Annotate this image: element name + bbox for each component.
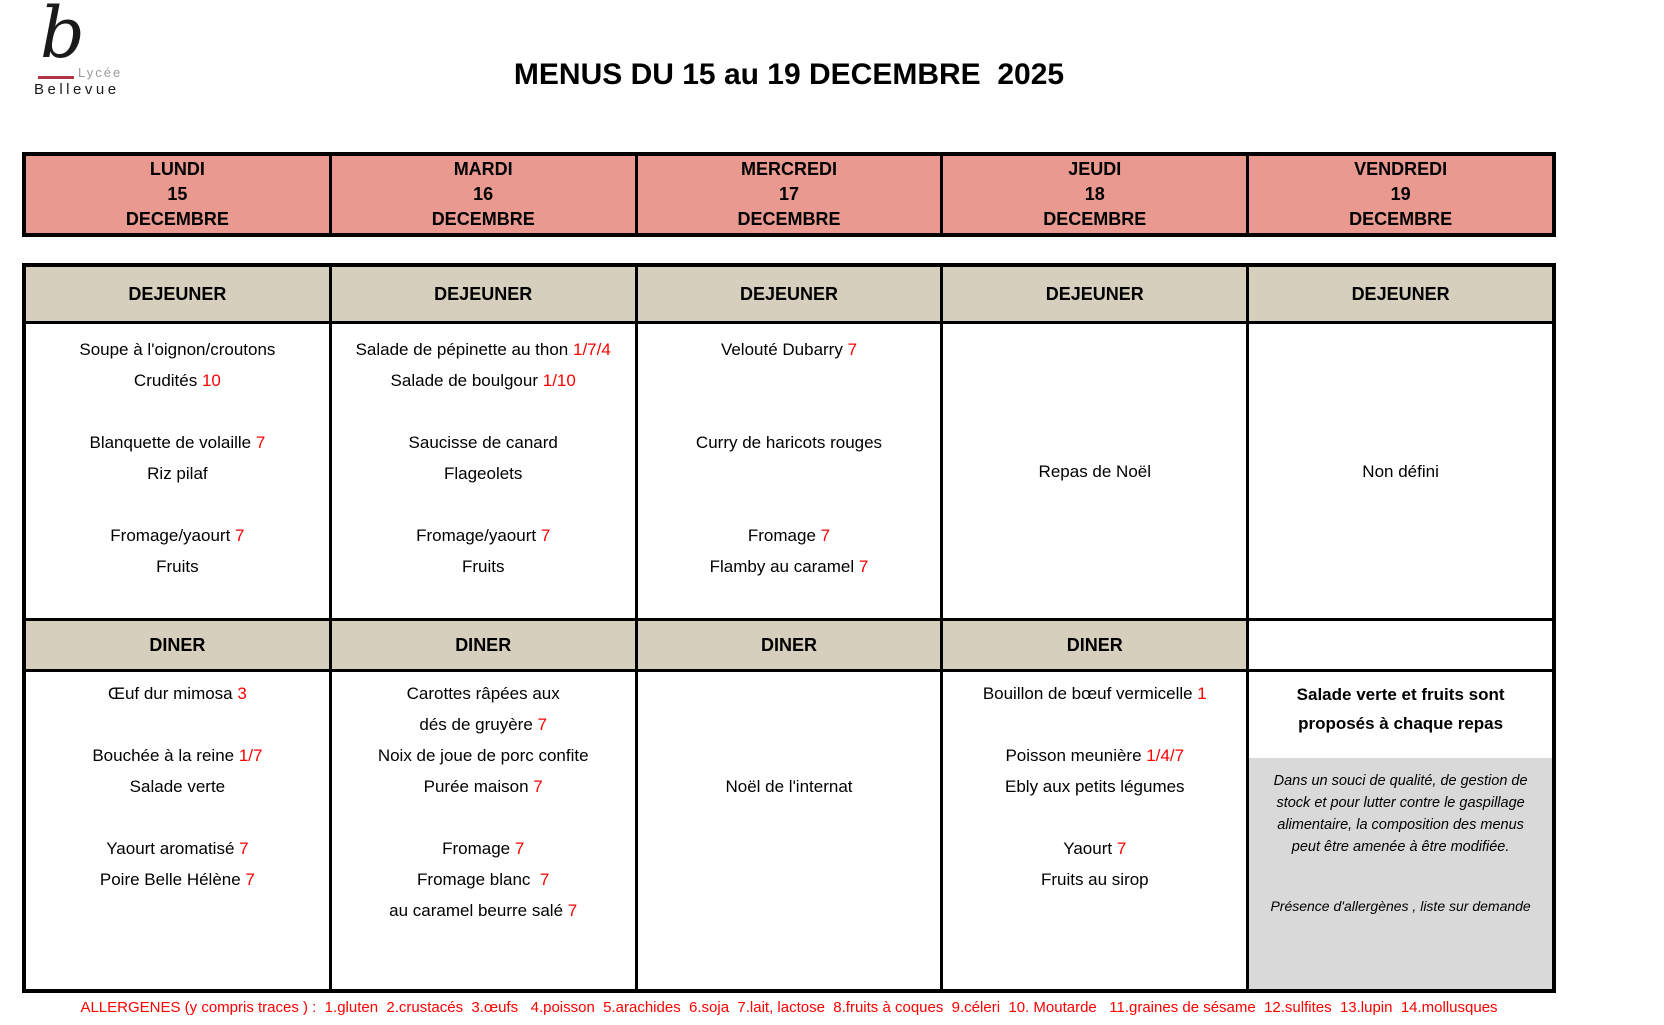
quality-note-box: [1249, 758, 1552, 989]
allergen-number: 7: [847, 340, 858, 359]
menu-line: [638, 458, 941, 489]
menu-item-text: Non défini: [1362, 461, 1439, 481]
allergen-number: 7: [537, 715, 547, 734]
menu-item-text: Carottes râpées aux: [406, 684, 560, 703]
allergen-presence-note: Présence d'allergènes , liste sur demande: [1270, 898, 1531, 914]
menu-item-text: Fromage: [747, 526, 821, 545]
menu-item-text: Noix de joue de porc confite: [377, 746, 589, 765]
day-month: DECEMBRE: [1043, 209, 1147, 229]
menu-item-text: Riz pilaf: [147, 464, 208, 483]
menu-cell: [1249, 324, 1552, 618]
day-month: DECEMBRE: [125, 209, 229, 229]
day-date: 19: [1390, 184, 1411, 204]
menu-cell: [943, 324, 1246, 618]
allergen-number: 7: [567, 901, 578, 920]
allergen-number: 1/7: [238, 746, 263, 765]
menu-line: [332, 551, 635, 582]
allergen-number: 1/4/7: [1146, 746, 1185, 765]
menu-line: [943, 864, 1246, 895]
allergen-number: 7: [820, 526, 831, 545]
allergen-number: 7: [514, 839, 525, 858]
day-date: 18: [1084, 184, 1105, 204]
menu-line: [332, 895, 635, 926]
menu-item-text: Œuf dur mimosa: [107, 684, 238, 703]
allergen-number: 1/10: [542, 371, 576, 390]
menu-line: [943, 833, 1246, 864]
day-cell-jeudi: [943, 156, 1246, 233]
menu-line: [332, 520, 635, 551]
day-date: 16: [473, 184, 494, 204]
allergen-number: 7: [255, 433, 266, 452]
menu-item-text: Poisson meunière: [1005, 746, 1147, 765]
day-month: DECEMBRE: [1349, 209, 1453, 229]
allergen-number: 10: [201, 371, 221, 390]
allergen-number: 7: [533, 777, 543, 796]
menu-line: [332, 427, 635, 458]
menu-item-text: Fruits au sirop: [1040, 870, 1149, 889]
allergen-number: 7: [539, 870, 550, 889]
menu-line: [332, 365, 635, 396]
menu-line: [332, 458, 635, 489]
menu-line: [332, 489, 635, 520]
menu-line: [943, 678, 1246, 709]
menu-line: [943, 771, 1246, 802]
menu-item-text: dés de gruyère: [419, 715, 538, 734]
allergen-number: 7: [1116, 839, 1127, 858]
menu-item-text: au caramel beurre salé: [389, 901, 568, 920]
menu-line: [26, 458, 329, 489]
notes-cell: [1249, 672, 1552, 989]
menu-line: [26, 489, 329, 520]
menu-line: [638, 740, 941, 771]
day-date: 15: [167, 184, 188, 204]
menu-line: [26, 771, 329, 802]
lunch-header-cell: DEJEUNER: [332, 267, 635, 321]
menu-line: [332, 709, 635, 740]
lunch-header-cell: DEJEUNER: [943, 267, 1246, 321]
menu-item-text: Yaourt: [1063, 839, 1117, 858]
allergen-number: 1: [1197, 684, 1207, 703]
menu-line: [943, 709, 1246, 740]
menu-item-text: Fromage: [442, 839, 515, 858]
menu-item-text: Fromage/yaourt: [416, 526, 541, 545]
menu-line: [943, 802, 1246, 833]
day-name: MARDI: [453, 159, 513, 179]
page-title: MENUS DU 15 au 19 DECEMBRE 2025: [513, 58, 1065, 91]
menu-item-text: Salade de pépinette au thon: [355, 340, 573, 359]
day-name: VENDREDI: [1354, 159, 1448, 179]
menu-line: [26, 520, 329, 551]
menu-line: [26, 709, 329, 740]
diner-header-cell: DINER: [943, 621, 1246, 669]
menu-item-text: Crudités: [133, 371, 202, 390]
menu-line: [332, 396, 635, 427]
menu-cell: [943, 672, 1246, 989]
menu-item-text: Flamby au caramel: [709, 557, 859, 576]
menu-line: [332, 771, 635, 802]
diner-header-cell: DINER: [332, 621, 635, 669]
menu-line: [638, 678, 941, 709]
menu-line: [638, 365, 941, 396]
menu-line: [943, 740, 1246, 771]
menu-item-text: Curry de haricots rouges: [695, 433, 883, 452]
diner-header-cell: DINER: [638, 621, 941, 669]
menu-line: [26, 427, 329, 458]
menu-line: [332, 334, 635, 365]
menu-line: [638, 520, 941, 551]
menu-cell: [332, 324, 635, 618]
day-cell-lundi: [26, 156, 329, 233]
day-month: DECEMBRE: [431, 209, 535, 229]
menu-line: [26, 678, 329, 709]
menu-line: [638, 551, 941, 582]
menu-item-text: Salade verte: [129, 777, 226, 796]
menu-line: [638, 709, 941, 740]
menu-line: [1362, 456, 1439, 487]
menu-item-text: Fromage blanc: [417, 870, 540, 889]
diner-header-cell: DINER: [26, 621, 329, 669]
allergen-legend: ALLERGENES (y compris traces ) : 1.gluten 2.crustacés 3.œufs 4.poisson 5.arachides 6.soja 7.lait, lactose 8.fruits à coques 9.céleri 10. Moutarde 11.graines de sésame 12.sulfites 13.lupin 14.mollusques: [80, 999, 1498, 1016]
lunch-header-cell: DEJEUNER: [26, 267, 329, 321]
quality-note: Dans un souci de qualité, de gestion de stock et pour lutter contre le gaspillage alimentaire, la composition des menus peut être amenée à être modifiée.: [1273, 773, 1528, 855]
menu-line: [332, 802, 635, 833]
day-name: LUNDI: [149, 159, 205, 179]
menu-item-text: Poire Belle Hélène: [99, 870, 246, 889]
allergen-number: 7: [235, 526, 245, 545]
menu-line: [332, 833, 635, 864]
menu-item-text: Purée maison: [423, 777, 534, 796]
menu-item-text: Fruits: [156, 557, 199, 576]
menu-line: [638, 427, 941, 458]
menu-item-text: Repas de Noël: [1038, 461, 1152, 481]
day-cell-mardi: [332, 156, 635, 233]
menu-cell: [638, 324, 941, 618]
menu-line: [26, 802, 329, 833]
allergen-number: 3: [237, 684, 247, 703]
menu-line: [26, 740, 329, 771]
lunch-header-cell: DEJEUNER: [1249, 267, 1552, 321]
menu-line: [638, 334, 941, 365]
day-header-row: [22, 152, 1556, 237]
menu-line: [26, 833, 329, 864]
menu-cell: [638, 672, 941, 989]
day-name: JEUDI: [1068, 159, 1122, 179]
diner-header-cell-empty: [1249, 621, 1552, 669]
menu-item-text: Soupe à l'oignon/croutons: [79, 340, 276, 359]
menu-item-text: Blanquette de volaille: [89, 433, 256, 452]
allergen-number: 7: [239, 839, 249, 858]
day-date: 17: [778, 184, 799, 204]
logo-school-name: Bellevue: [34, 81, 120, 98]
menu-line: [332, 678, 635, 709]
allergen-number: 7: [858, 557, 869, 576]
menu-item-text: Salade de boulgour: [390, 371, 543, 390]
menu-item-text: Fruits: [461, 557, 505, 576]
menu-item-text: Saucisse de canard: [408, 433, 558, 452]
menu-line: [638, 771, 941, 802]
lunch-header-cell: DEJEUNER: [638, 267, 941, 321]
menu-line: [1039, 456, 1151, 487]
menu-item-text: Flageolets: [443, 464, 523, 483]
menu-cell: [26, 672, 329, 989]
menu-item-text: Bouchée à la reine: [92, 746, 239, 765]
day-cell-vendredi: [1249, 156, 1552, 233]
allergen-number: 7: [245, 870, 255, 889]
menu-item-text: Bouillon de bœuf vermicelle: [982, 684, 1198, 703]
menu-item-text: Yaourt aromatisé: [106, 839, 240, 858]
menu-item-text: Fromage/yaourt: [110, 526, 236, 545]
menu-line: [638, 489, 941, 520]
day-cell-mercredi: [638, 156, 941, 233]
menu-line: [26, 396, 329, 427]
menu-line: [332, 740, 635, 771]
logo-b-glyph: b: [40, 0, 85, 74]
menu-table: [22, 263, 1556, 993]
day-name: MERCREDI: [740, 159, 837, 179]
menu-cell: [332, 672, 635, 989]
salad-fruit-note: Salade verte et fruits sont: [1296, 685, 1505, 704]
allergen-number: 7: [540, 526, 551, 545]
allergen-number: 1/7/4: [572, 340, 611, 359]
menu-item-text: Ebly aux petits légumes: [1005, 777, 1185, 796]
menu-line: [26, 334, 329, 365]
day-month: DECEMBRE: [737, 209, 841, 229]
menu-item-text: Noël de l'internat: [725, 777, 853, 796]
menu-line: [26, 551, 329, 582]
menu-item-text: Velouté Dubarry: [720, 340, 848, 359]
menu-line: [26, 365, 329, 396]
salad-fruit-note: proposés à chaque repas: [1298, 714, 1504, 733]
menu-line: [26, 864, 329, 895]
menu-cell: [26, 324, 329, 618]
menu-line: [638, 396, 941, 427]
menu-line: [332, 864, 635, 895]
logo-school-type: Lycée: [78, 65, 123, 80]
